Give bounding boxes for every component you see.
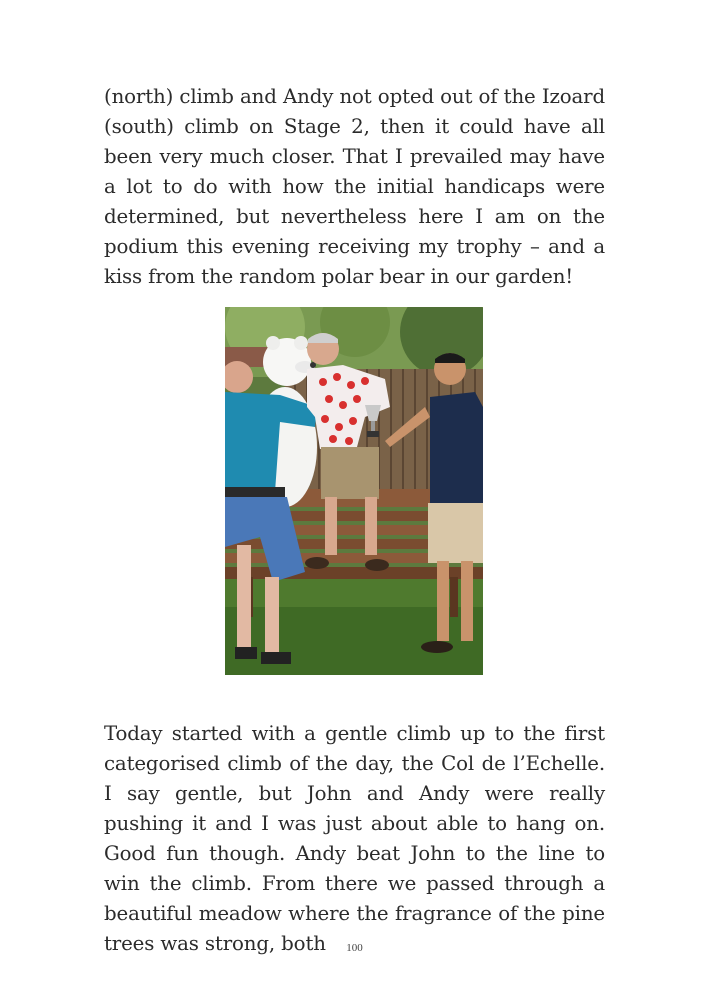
body-paragraph-2: Today started with a gentle climb up to the first categorised climb of the day, the Col de l’Echelle. I say gentle, but John and Andy were really pushing it and I was just about able to hang on. Good fun though. Andy beat John to the line to win the climb. From there we passed through a beautiful meadow where the fragrance of the pine trees was strong, both <box>104 722 605 955</box>
podium-photo <box>225 307 483 675</box>
body-paragraph-1: (north) climb and Andy not opted out of the Izoard (south) climb on Stage 2, then it could have all been very much closer. That I prevailed may have a lot to do with how the initial handicaps were determined, but nevertheless here I am on the podium this evening receiving my trophy – and a kiss from the random polar bear in our garden! <box>104 85 605 288</box>
page-number: 100 <box>346 942 363 954</box>
